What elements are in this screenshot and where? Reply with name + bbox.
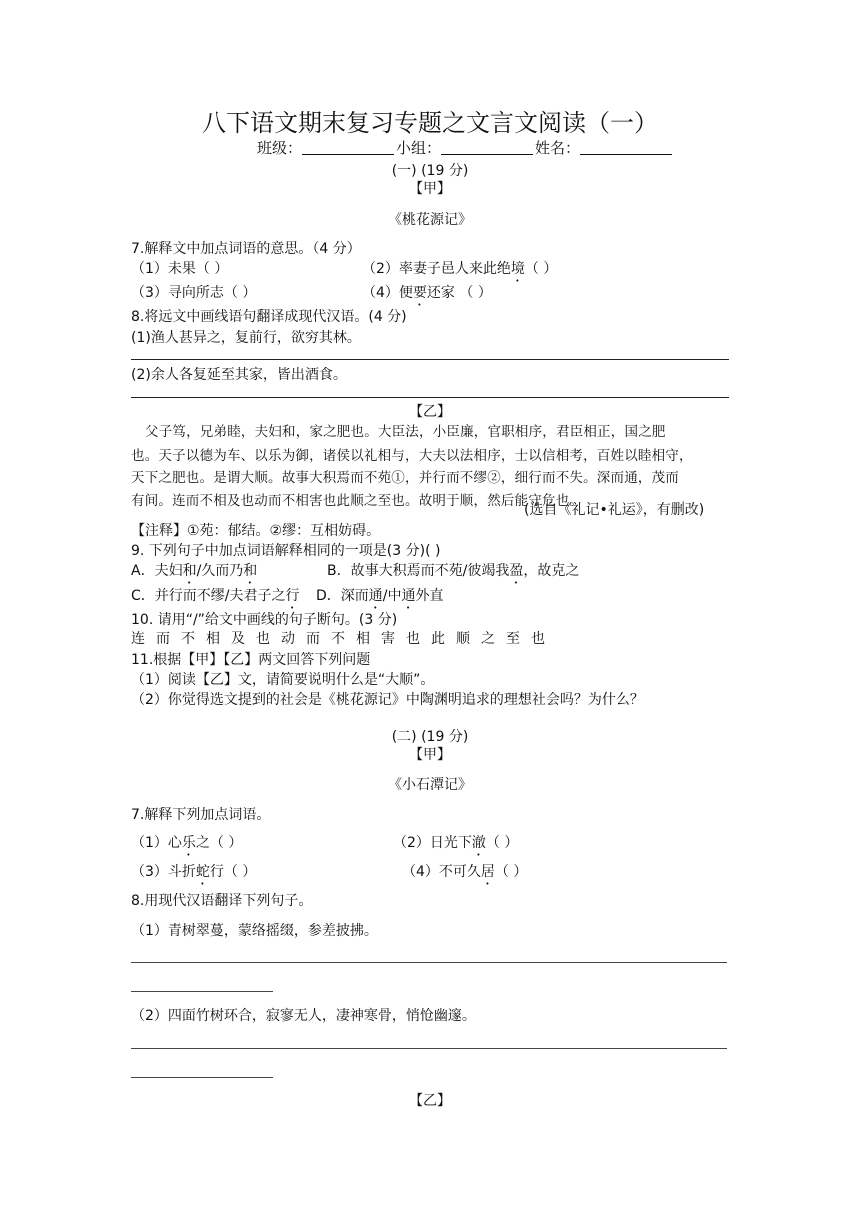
- answer-line[interactable]: [131, 359, 729, 360]
- class-label: 班级：: [257, 139, 303, 157]
- answer-line[interactable]: [131, 1077, 273, 1078]
- answer-line[interactable]: [131, 1048, 727, 1049]
- page-title: 八下语文期末复习专题之文言文阅读（一）: [202, 109, 658, 137]
- q9-option-b: B．故事大积焉而不苑/彼竭我盈，故克之: [327, 563, 580, 579]
- q11-item-1: （1）阅读【乙】文，请简要说明什么是“大顺”。: [131, 672, 435, 688]
- q10-prompt: 10. 请用“/”给文中画线的句子断句。(3 分): [131, 612, 398, 628]
- p2-q8-sentence-1: （1）青树翠蔓，蒙络摇缀，参差披拂。: [131, 923, 378, 939]
- p2-q7-item-1: （1）心乐之（ ）: [131, 835, 243, 851]
- part2-yi-label: 【乙】: [409, 1093, 451, 1109]
- group-blank[interactable]: [441, 139, 533, 155]
- part1-jia-label: 【甲】: [409, 181, 451, 197]
- yi-passage-line-2: 也。天子以德为车、以乐为御，诸侯以礼相与，大夫以法相序，士以信相考，百姓以睦相守，: [131, 448, 693, 464]
- answer-line[interactable]: [131, 397, 729, 398]
- q10-sentence: 连而不相及也动而不相害也此顺之至也: [131, 631, 556, 647]
- part1-heading: (一) (19 分): [391, 163, 469, 179]
- emphasis-char: 境: [510, 261, 525, 277]
- p2-q7-item-2: （2）日光下澈（ ）: [393, 835, 519, 851]
- part1-yi-label: 【乙】: [409, 404, 451, 420]
- q9-option-a: A．夫妇和/久而乃和: [131, 563, 258, 579]
- answer-line[interactable]: [131, 962, 727, 963]
- annotation: 【注释】①苑：郁结。②缪：互相妨碍。: [131, 523, 381, 539]
- q9-prompt: 9. 下列句子中加点词语解释相同的一项是(3 分)( ): [131, 543, 441, 559]
- q8-sentence-2: (2)余人各复延至其家，皆出酒食。: [131, 367, 347, 383]
- q7-item-2: （2）率妻子邑人来此绝境（ ）: [362, 261, 558, 277]
- p2-q8-sentence-2: （2）四面竹树环合，寂寥无人，凄神寒骨，悄怆幽邃。: [131, 1008, 476, 1024]
- p2-q7-item-4: （4）不可久居（ ）: [402, 864, 528, 880]
- q11-prompt: 11.根据【甲】【乙】两文回答下列问题: [131, 652, 371, 668]
- answer-line[interactable]: [131, 991, 273, 992]
- p2-q8-prompt: 8.用现代汉语翻译下列句子。: [131, 893, 313, 909]
- q9-option-c: C．并行而不缪/夫君子之行: [131, 588, 300, 604]
- yi-passage-line-4: 有间。连而不相及也动而不相害也此顺之至也。故明于顺，然后能守危也。: [131, 493, 584, 509]
- group-label: 小组：: [396, 139, 442, 157]
- part2-jia-label: 【甲】: [409, 747, 451, 763]
- class-blank[interactable]: [302, 139, 394, 155]
- emphasis-char: 要: [412, 285, 427, 301]
- part2-jia-title: 《小石潭记》: [388, 777, 472, 793]
- part1-jia-title: 《桃花源记》: [388, 212, 472, 228]
- passage-source: (选自《礼记•礼运》，有删改): [524, 502, 705, 518]
- q7-item-4: （4）便要还家 （ ）: [362, 285, 492, 301]
- q9-option-d: D．深而通/中通外直: [316, 588, 444, 604]
- p2-q7-prompt: 7.解释下列加点词语。: [131, 807, 271, 823]
- q8-prompt: 8.将远文中画线语句翻译成现代汉语。(4 分): [131, 309, 407, 325]
- part2-heading: (二) (19 分): [391, 729, 469, 745]
- q8-sentence-1: (1)渔人甚异之，复前行，欲穷其林。: [131, 330, 361, 346]
- q7-item-1: （1）未果（ ）: [131, 261, 229, 277]
- q11-item-2: （2）你觉得选文提到的社会是《桃花源记》中陶渊明追求的理想社会吗？为什么？: [131, 692, 644, 708]
- yi-passage-line-3: 天下之肥也。是谓大顺。故事大积焉而不苑①，并行而不缪②，细行而不失。深而通，茂而: [131, 470, 679, 486]
- student-info-line: [257, 137, 674, 158]
- yi-passage-line-1: 父子笃，兄弟睦，夫妇和，家之肥也。大臣法，小臣廉，官职相序，君臣相正，国之肥: [145, 424, 666, 440]
- name-blank[interactable]: [580, 139, 672, 155]
- name-label: 姓名：: [535, 139, 581, 157]
- q7-prompt: 7.解释文中加点词语的意思。（4 分）: [131, 241, 361, 257]
- p2-q7-item-3: （3）斗折蛇行（ ）: [131, 864, 257, 880]
- q7-item-3: （3）寻向所志（ ）: [131, 285, 257, 301]
